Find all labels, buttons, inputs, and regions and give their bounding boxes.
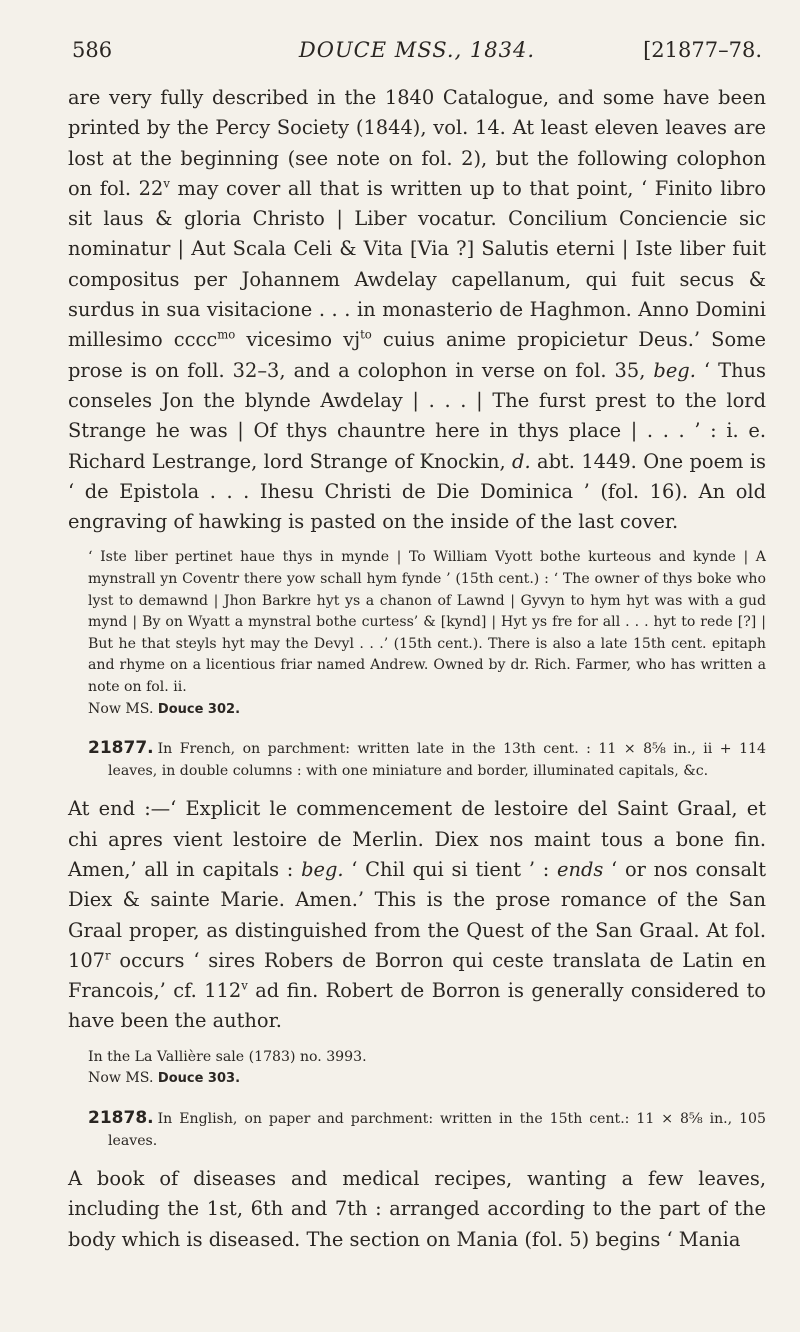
italic-abbrev: d.	[512, 449, 531, 473]
shelfmark: Douce 302.	[157, 701, 241, 717]
text-run: ‘ Thus conseles Jon the blynde Awdelay | . . . | The furst prest to the lord Strange he was | Of thys chauntre here in thys place | . . . ’ : i. e. Richard Lestrange, lord Strange of Knockin,	[68, 358, 766, 473]
superscript: mo	[217, 327, 236, 342]
shelfmark: Douce 303.	[157, 1071, 241, 1087]
italic-abbrev: beg.	[301, 857, 344, 881]
text-run: ad fin. Robert de Borron is generally considered to have been the author.	[68, 979, 766, 1033]
entry-number: 21878.	[88, 1107, 154, 1128]
text-run: ‘ Chil qui si tient ’ :	[343, 857, 557, 881]
text-run: Now MS.	[88, 700, 158, 717]
note-provenance: In the La Vallière sale (1783) no. 3993.	[88, 1048, 367, 1065]
text-run: cuius anime propicietur Deus.’ Some prose is on foll. 32–3, and a colophon in verse on fol. 35,	[68, 328, 766, 382]
shelfmark-302	[88, 699, 766, 721]
text-run: vicesimo vj	[235, 328, 361, 352]
superscript: to	[360, 327, 372, 342]
text-run: abt. 1449. One poem is ‘ de Epistola . . . Ihesu Christi de Die Dominica ’ (fol. 16). An old engraving of hawking is pasted on the inside of the last cover.	[68, 449, 766, 534]
running-header	[72, 38, 762, 72]
italic-abbrev: beg.	[653, 358, 696, 382]
text-run: may cover all that is written up to that point, ‘ Finito libro sit laus & gloria Christo | Liber vocatur. Concilium Conciencie sic nominatur | Aut Scala Celi & Vita [Via ?] Salutis eterni | Iste liber fuit compositus per Johannem Awdelay capellanum, qui fuit secus & surdus in sua visitacione . . . in monasterio de Haghmon. Anno Domini millesimo cccc	[68, 176, 766, 352]
entry-number: 21877.	[88, 738, 154, 759]
italic-abbrev: ends	[557, 857, 604, 881]
text-run: Now MS.	[88, 1070, 158, 1087]
paragraph-san-graal	[68, 794, 766, 1036]
text-run: are very fully described in the 1840 Catalogue, and some have been printed by the Percy Society (1844), vol. 14. At least eleven leaves are lost at the beginning (see note on fol. 2), but the following colophon on fol. 22	[68, 86, 766, 200]
superscript: v	[163, 176, 170, 191]
shelfmark-303	[88, 1068, 766, 1090]
paragraph-awdelay	[68, 83, 766, 537]
entry-range: [21877–78.	[643, 38, 762, 62]
entry-description: In French, on parchment: written late in the 13th cent. : 11 × 8⅝ in., ii + 114 leaves, in double columns : with one miniature and border, illuminated capitals, &c.	[108, 741, 766, 779]
superscript: v	[241, 978, 248, 993]
page-number: 586	[72, 38, 113, 62]
text-run: At end :—‘ Explicit le commencement de lestoire del Saint Graal, et chi apres vient lestoire de Merlin. Diex nos maint tous a bone fin. Amen,’ all in capitals :	[68, 797, 766, 881]
text-run: ‘ or nos consalt Diex & sainte Marie. Amen.’ This is the prose romance of the San Graal proper, as distinguished from the Quest of the San Graal. At fol. 107	[68, 857, 767, 972]
entry-description: In English, on paper and parchment: written in the 15th cent.: 11 × 8⅝ in., 105 leaves.	[108, 1110, 766, 1149]
note-ownership: ‘ Iste liber pertinet haue thys in mynde | To William Vyott bothe kurteous and kynde | A mynstrall yn Coventr there yow schall hym fynde ’ (15th cent.) : ‘ The owner of thys boke who lyst to demawnd | Jhon Barkre hyt ys a chanon of Lawnd | Gyvyn to hym hyt was with a gud mynd | By on Wyatt a mynstral bothe curtess’ & [kynd] | Hyt ys fre for all . . . hyt to rede [?] | But he that steyls hyt may the Devyl . . .’ (15th cent.). There is also a late 15th cent. epitaph and rhyme on a licentious friar named Andrew. Owned by dr. Rich. Farmer, who has written a note on fol. ii.	[88, 549, 766, 696]
running-title-text: DOUCE MSS., 1834.	[298, 38, 536, 62]
text-run: occurs ‘ sires Robers de Borron qui ceste translata de Latin en Francois,’ cf. 112	[68, 948, 766, 1003]
entry-21877	[88, 738, 766, 782]
entry-21878	[88, 1108, 766, 1152]
paragraph-diseases: A book of diseases and medical recipes, wanting a few leaves, including the 1st, 6th and 7th : arranged according to the part of the body which is diseased. The section on Mania (fol. 5) begins ‘ Mania	[68, 1167, 766, 1251]
page-body	[68, 83, 766, 1255]
superscript: r	[105, 948, 111, 963]
